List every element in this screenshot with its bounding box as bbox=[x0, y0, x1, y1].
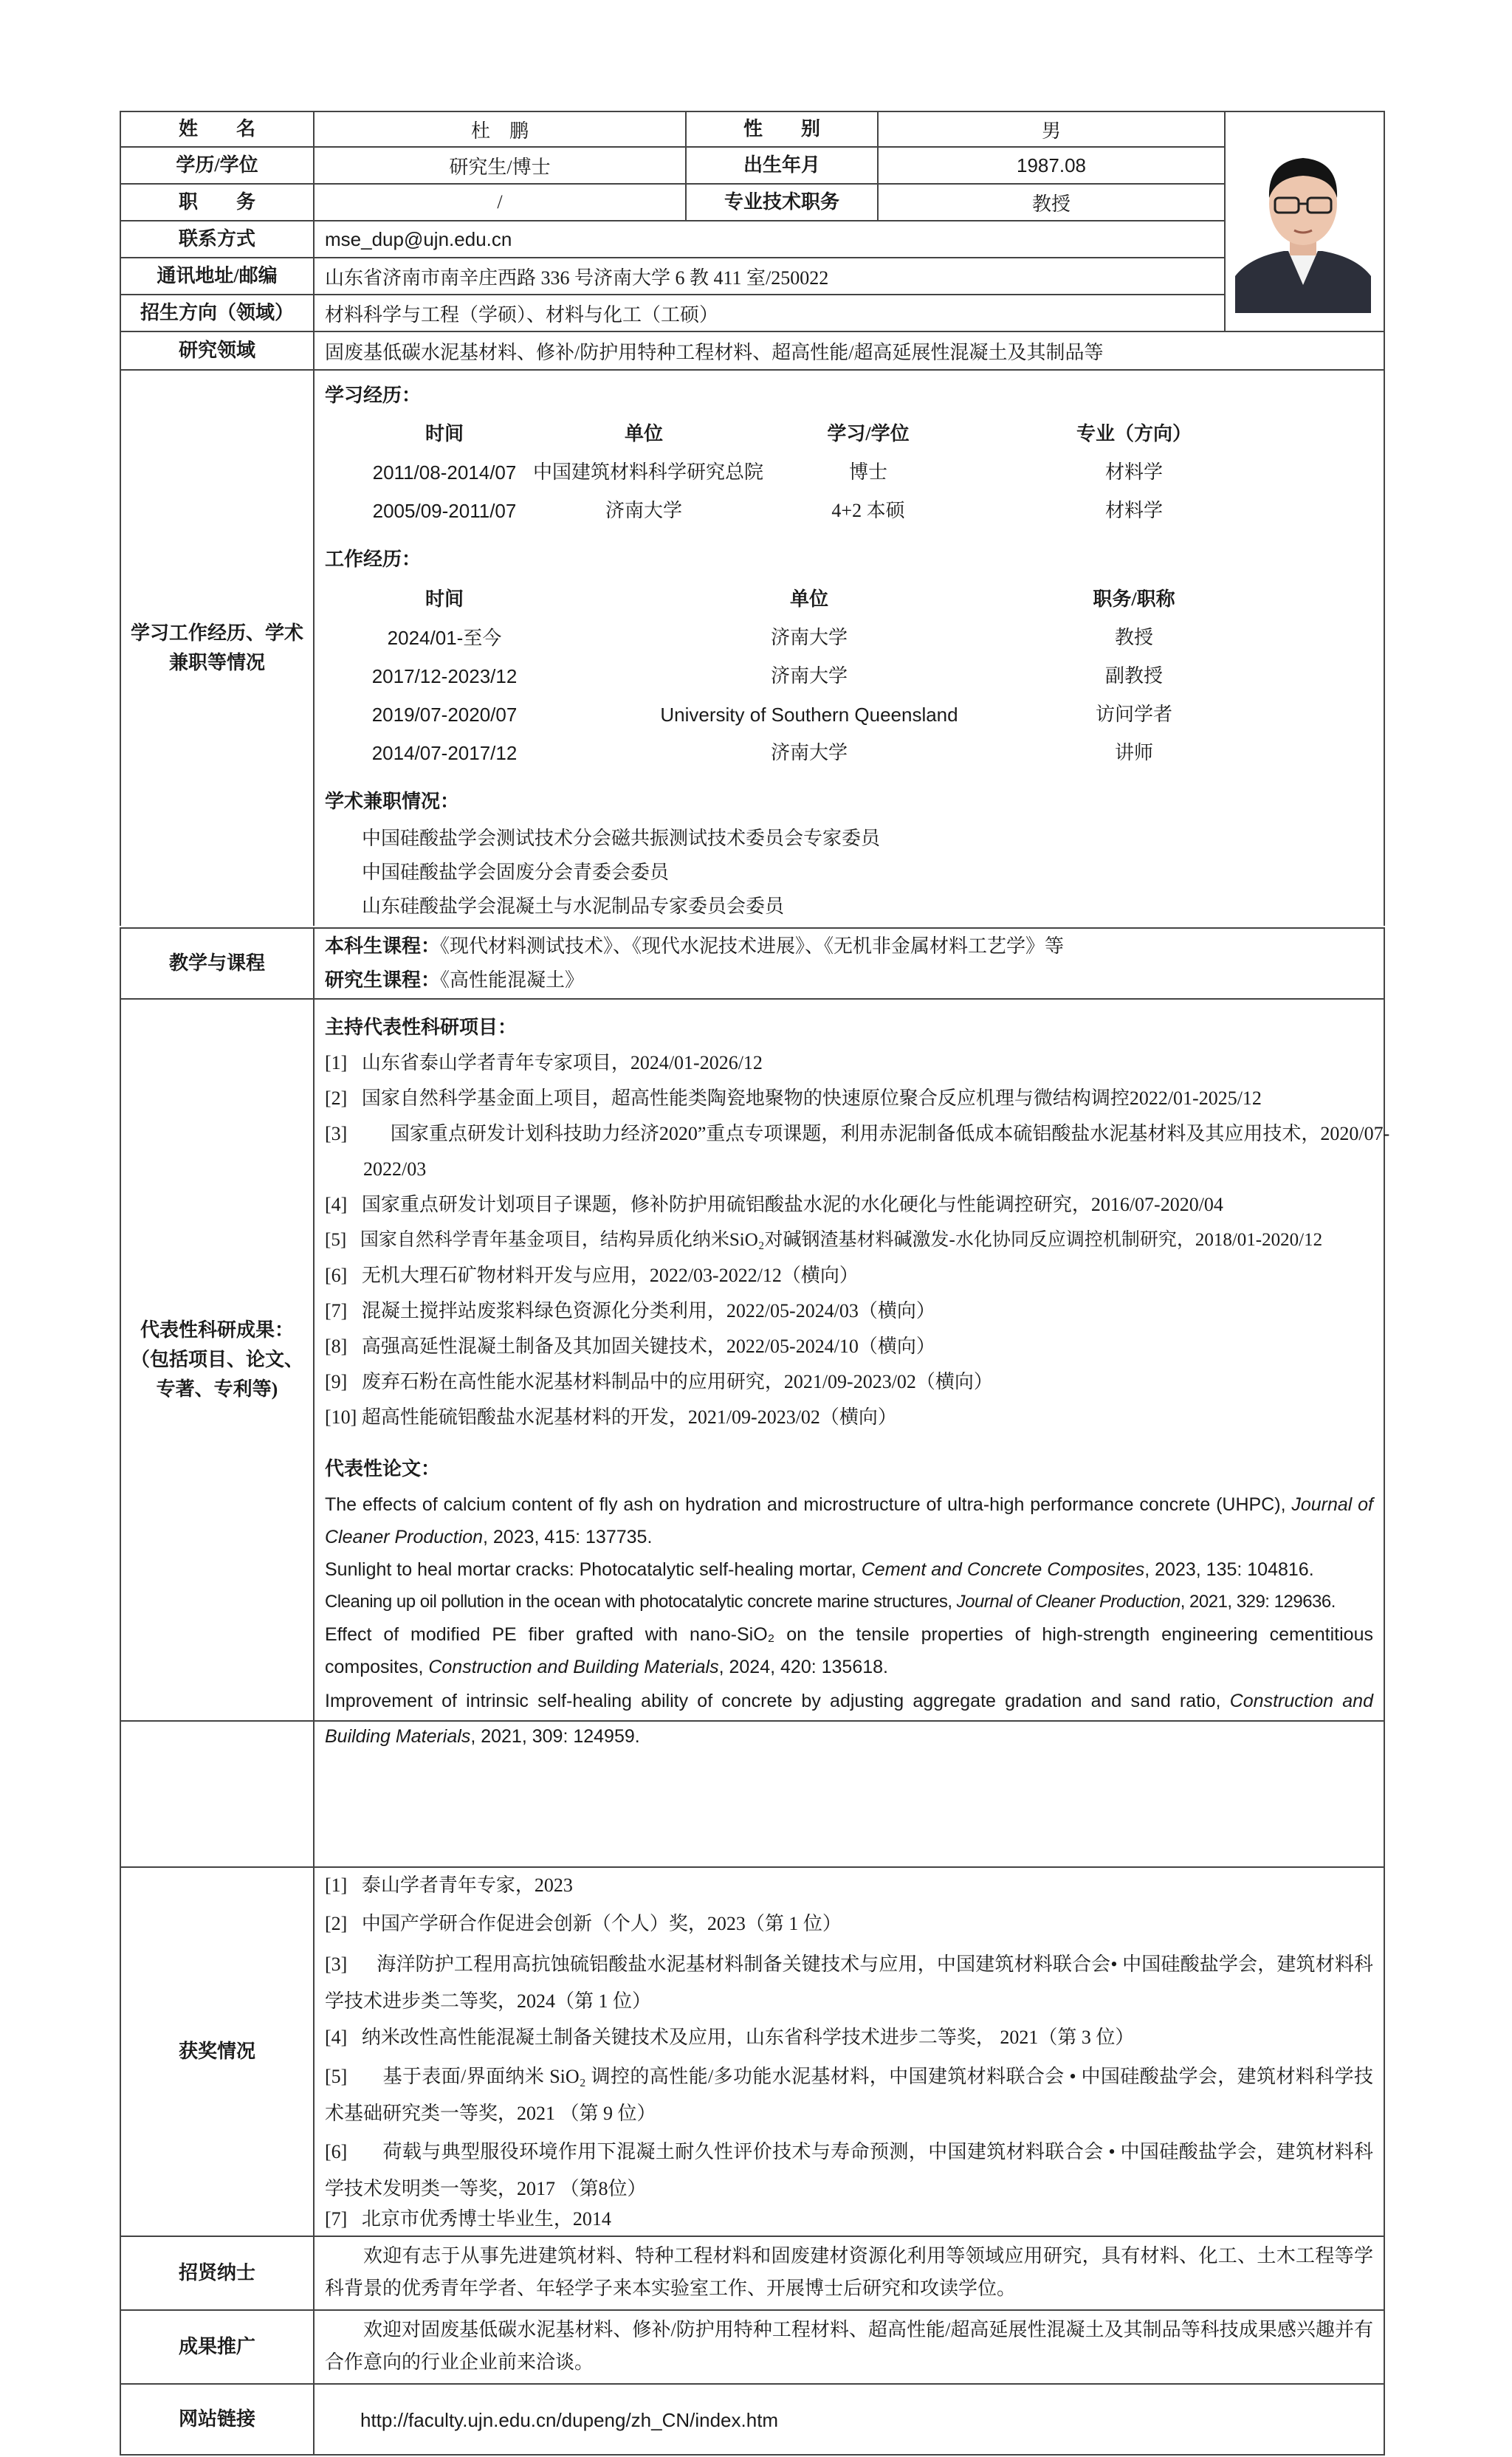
work-row1-position: 教授 bbox=[1114, 627, 1153, 648]
experience-content bbox=[313, 371, 1385, 926]
project-10-no: [10] bbox=[325, 1406, 357, 1428]
undergrad-course bbox=[325, 932, 1064, 961]
paper-4 bbox=[325, 1618, 1373, 1683]
papers-title: 代表性论文： bbox=[325, 1458, 441, 1480]
project-3 bbox=[325, 1119, 1389, 1149]
project-4 bbox=[325, 1190, 1223, 1220]
study-row2-unit: 济南大学 bbox=[605, 500, 682, 521]
undergrad-courses: 《现代材料测试技术》、《现代水泥技术进展》、《无机非金属材料工艺学》等 bbox=[440, 935, 1065, 957]
project-8-text: 高强高延性混凝土制备及其加固关键技术，2022/05-2024/10（横向） bbox=[361, 1336, 935, 1357]
paper-2 bbox=[325, 1553, 1373, 1586]
promotion-text: 欢迎对固废基低碳水泥基材料、修补/防护用特种工程材料、超高性能/超高延展性混凝土及其制品等科技成果感兴趣并有合作意向的行业企业前来洽谈。 bbox=[325, 2319, 1373, 2373]
project-5-no: [5] bbox=[325, 1230, 347, 1250]
gender-value: 男 bbox=[877, 111, 1226, 148]
award-6-text: 荷载与典型服役环境作用下混凝土耐久性评价技术与寿命预测，中国建筑材料联合会 • 中国硅酸盐学会，建筑材料科学技术发明类一等奖，2017 （第8位） bbox=[325, 2141, 1374, 2199]
paper-2-ref: , 2023, 135: 104816. bbox=[1144, 1559, 1314, 1580]
paper-2-text: Sunlight to heal mortar cracks: Photocatalytic self-healing mortar, bbox=[325, 1559, 862, 1580]
title-label: 专业技术职务 bbox=[685, 185, 877, 221]
grad-course bbox=[325, 966, 584, 995]
project-4-no: [4] bbox=[325, 1194, 348, 1215]
website-content bbox=[313, 2385, 1385, 2456]
project-2 bbox=[325, 1084, 1262, 1113]
academic-title: 学术兼职情况： bbox=[325, 791, 460, 812]
paper-3-text: Cleaning up oil pollution in the ocean with photocatalytic concrete marine structures, bbox=[325, 1592, 957, 1612]
achievements-label-line2: （包括项目、论文、 bbox=[130, 1349, 303, 1370]
work-row3-unit: University of Southern Queensland bbox=[660, 704, 958, 726]
achievements-label-line1: 代表性科研成果： bbox=[140, 1319, 294, 1341]
teaching-label: 教学与课程 bbox=[120, 927, 313, 1000]
project-6-no: [6] bbox=[325, 1265, 348, 1286]
contact-value: mse_dup@ujn.edu.cn bbox=[313, 221, 1226, 258]
contact-label: 联系方式 bbox=[120, 221, 313, 258]
name-label: 姓 名 bbox=[120, 111, 313, 148]
gender-label: 性 别 bbox=[685, 111, 877, 148]
recruit-text: 欢迎有志于从事先进建筑材料、特种工程材料和固废建材资源化利用等领域应用研究，具有材料、化工、土木工程等学科背景的优秀青年学者、年轻学子来本实验室工作、开展博士后研究和攻读学位。 bbox=[325, 2245, 1373, 2299]
award-4 bbox=[325, 2023, 1134, 2052]
award-4-text: 纳米改性高性能混凝土制备关键技术及应用，山东省科学技术进步二等奖， 2021（第 3 位） bbox=[361, 2027, 1135, 2048]
award-4-no: [4] bbox=[325, 2027, 348, 2048]
teaching-content bbox=[313, 927, 1385, 1000]
project-3-no: [3] bbox=[325, 1123, 348, 1144]
work-row4-unit: 济南大学 bbox=[770, 742, 848, 763]
paper-4-ref: , 2024, 420: 135618. bbox=[718, 1657, 888, 1677]
project-5-text: 国家自然科学青年基金项目，结构异质化纳米SiO₂对碱钢渣基材料碱激发-水化协同反应调控机制研究，2018/01-2020/12 bbox=[360, 1230, 1323, 1250]
study-title: 学习经历： bbox=[325, 385, 422, 406]
paper-4-journal: Construction and Building Materials bbox=[428, 1657, 719, 1677]
project-7 bbox=[325, 1296, 935, 1326]
project-8-no: [8] bbox=[325, 1336, 348, 1357]
achievements-label bbox=[120, 1000, 313, 1720]
title-value: 教授 bbox=[877, 185, 1226, 221]
study-header-unit: 单位 bbox=[624, 423, 663, 444]
work-row2-time: 2017/12-2023/12 bbox=[371, 665, 518, 687]
website-label: 网站链接 bbox=[120, 2385, 313, 2456]
study-row1-degree: 博士 bbox=[848, 461, 887, 483]
academic-item-3: 山东硅酸盐学会混凝土与水泥制品专家委员会委员 bbox=[362, 896, 785, 917]
project-1 bbox=[325, 1048, 763, 1078]
work-title: 工作经历： bbox=[325, 549, 422, 570]
paper-1 bbox=[325, 1488, 1373, 1553]
undergrad-label: 本科生课程： bbox=[325, 935, 441, 957]
award-2-text: 中国产学研合作促进会创新（个人）奖，2023（第 1 位） bbox=[361, 1913, 842, 1934]
award-1-text: 泰山学者青年专家，2023 bbox=[361, 1874, 573, 1896]
work-row4-time: 2014/07-2017/12 bbox=[371, 742, 518, 764]
study-row2-major: 材料学 bbox=[1104, 500, 1163, 521]
work-row1-unit: 济南大学 bbox=[770, 627, 848, 648]
grad-courses: 《高性能混凝土》 bbox=[440, 969, 585, 991]
paper-1-text: The effects of calcium content of fly ash on hydration and microstructure of ultra-high performance concrete (UHPC), bbox=[325, 1494, 1292, 1515]
award-6-no: [6] bbox=[325, 2141, 348, 2162]
award-5 bbox=[325, 2058, 1373, 2132]
blank-label-cell bbox=[120, 1720, 313, 1868]
award-1 bbox=[325, 1871, 573, 1900]
degree-value: 研究生/博士 bbox=[313, 148, 685, 185]
award-6 bbox=[325, 2134, 1373, 2207]
work-row2-unit: 济南大学 bbox=[770, 665, 848, 687]
award-5-text: 基于表面/界面纳米 SiO₂ 调控的高性能/多功能水泥基材料，中国建筑材料联合会 • 中国硅酸盐学会，建筑材料科学技术基础研究类一等奖，2021 （第 9 位） bbox=[325, 2066, 1374, 2124]
awards-label: 获奖情况 bbox=[120, 1868, 313, 2237]
experience-label bbox=[120, 371, 313, 926]
project-9 bbox=[325, 1367, 993, 1397]
award-2-no: [2] bbox=[325, 1913, 348, 1934]
post-label: 职 务 bbox=[120, 185, 313, 221]
study-row2-time: 2005/09-2011/07 bbox=[372, 500, 517, 522]
project-6 bbox=[325, 1261, 859, 1291]
name-value: 杜 鹏 bbox=[313, 111, 685, 148]
work-row4-position: 讲师 bbox=[1114, 742, 1153, 763]
project-4-text: 国家重点研发计划项目子课题，修补防护用硫铝酸盐水泥的水化硬化与性能调控研究，2016/07-2020/04 bbox=[361, 1194, 1223, 1215]
project-1-text: 山东省泰山学者青年专家项目，2024/01-2026/12 bbox=[361, 1052, 763, 1073]
paper-3-journal: Journal of Cleaner Production bbox=[956, 1592, 1181, 1612]
post-value: / bbox=[313, 185, 685, 221]
grad-label: 研究生课程： bbox=[325, 969, 441, 991]
project-7-text: 混凝土搅拌站废浆料绿色资源化分类利用，2022/05-2024/03（横向） bbox=[361, 1300, 935, 1322]
academic-item-1: 中国硅酸盐学会测试技术分会磁共振测试技术委员会专家委员 bbox=[362, 828, 881, 849]
research-value: 固废基低碳水泥基材料、修补/防护用特种工程材料、超高性能/超高延展性混凝土及其制品等 bbox=[313, 332, 1385, 371]
paper-1-journal: Journal of Cleaner Production bbox=[325, 1494, 1373, 1547]
paper-2-journal: Cement and Concrete Composites bbox=[861, 1559, 1145, 1580]
study-header-time: 时间 bbox=[425, 423, 464, 444]
promotion-label: 成果推广 bbox=[120, 2311, 313, 2385]
research-label: 研究领域 bbox=[120, 332, 313, 371]
award-7 bbox=[325, 2205, 611, 2234]
work-row3-time: 2019/07-2020/07 bbox=[371, 704, 518, 726]
recruit-content bbox=[313, 2237, 1385, 2311]
experience-label-line2: 兼职等情况 bbox=[168, 652, 265, 673]
study-row2-degree: 4+2 本硕 bbox=[831, 500, 905, 521]
paper-5-text: Improvement of intrinsic self-healing ability of concrete by adjusting aggregate gradation and sand ratio, bbox=[325, 1691, 1230, 1711]
study-row1-unit: 中国建筑材料科学研究总院 bbox=[533, 461, 764, 483]
award-5-no: [5] bbox=[325, 2066, 348, 2087]
study-row1-major: 材料学 bbox=[1104, 461, 1163, 483]
work-row2-position: 副教授 bbox=[1104, 665, 1163, 687]
degree-label: 学历/学位 bbox=[120, 148, 313, 185]
enroll-label: 招生方向（领域） bbox=[120, 295, 313, 332]
paper-3 bbox=[325, 1586, 1373, 1618]
project-3-text: 国家重点研发计划科技助力经济2020”重点专项课题，利用赤泥制备低成本硫铝酸盐水泥基材料及其应用技术，2020/07- bbox=[390, 1123, 1390, 1144]
work-row3-position: 访问学者 bbox=[1095, 704, 1172, 725]
award-3-text: 海洋防护工程用高抗蚀硫铝酸盐水泥基材料制备关键技术与应用，中国建筑材料联合会• 中国硅酸盐学会，建筑材料科学技术进步类二等奖，2024（第 1 位） bbox=[325, 1953, 1374, 2012]
promotion-content bbox=[313, 2311, 1385, 2385]
blank-content-cell bbox=[313, 1720, 1385, 1868]
awards-content bbox=[313, 1868, 1385, 2237]
paper-5-ref: , 2021, 309: 124959. bbox=[470, 1726, 640, 1747]
award-7-no: [7] bbox=[325, 2208, 348, 2230]
birth-label: 出生年月 bbox=[685, 148, 877, 185]
website-link[interactable]: http://faculty.ujn.edu.cn/dupeng/zh_CN/index.htm bbox=[360, 2409, 779, 2431]
paper-4-text: Effect of modified PE fiber grafted with nano-SiO₂ on the tensile properties of high-strength engineering cementitious composites, bbox=[325, 1624, 1373, 1677]
project-9-text: 废弃石粉在高性能水泥基材料制品中的应用研究，2021/09-2023/02（横向） bbox=[361, 1371, 993, 1392]
project-1-no: [1] bbox=[325, 1052, 348, 1073]
paper-3-ref: , 2021, 329: 129636. bbox=[1180, 1592, 1336, 1612]
recruit-label: 招贤纳士 bbox=[120, 2237, 313, 2311]
work-row1-time: 2024/01-至今 bbox=[387, 627, 502, 649]
project-9-no: [9] bbox=[325, 1371, 348, 1392]
projects-title: 主持代表性科研项目： bbox=[325, 1017, 518, 1038]
study-header-major: 专业（方向） bbox=[1076, 423, 1192, 444]
work-header-time: 时间 bbox=[425, 588, 464, 610]
project-6-text: 无机大理石矿物材料开发与应用，2022/03-2022/12（横向） bbox=[361, 1265, 859, 1286]
address-label: 通讯地址/邮编 bbox=[120, 258, 313, 295]
achievements-label-line3: 专著、专利等) bbox=[156, 1378, 278, 1400]
academic-item-2: 中国硅酸盐学会固废分会青委会委员 bbox=[362, 862, 670, 883]
paper-5-journal: Construction and Building Materials bbox=[325, 1691, 1373, 1747]
project-2-no: [2] bbox=[325, 1087, 348, 1109]
work-header-position: 职务/职称 bbox=[1093, 588, 1175, 610]
project-10 bbox=[325, 1403, 897, 1432]
award-3 bbox=[325, 1946, 1373, 2020]
award-2 bbox=[325, 1909, 842, 1939]
achievements-content bbox=[313, 1000, 1390, 1747]
project-5 bbox=[325, 1226, 1322, 1255]
address-value: 山东省济南市南辛庄西路 336 号济南大学 6 教 411 室/250022 bbox=[313, 258, 1226, 295]
experience-label-line1: 学习工作经历、学术 bbox=[130, 622, 303, 644]
award-1-no: [1] bbox=[325, 1874, 348, 1896]
project-7-no: [7] bbox=[325, 1300, 348, 1322]
award-3-no: [3] bbox=[325, 1953, 348, 1975]
paper-1-ref: , 2023, 415: 137735. bbox=[483, 1527, 653, 1547]
award-7-text: 北京市优秀博士毕业生，2014 bbox=[361, 2208, 611, 2230]
project-10-text: 超高性能硫铝酸盐水泥基材料的开发，2021/09-2023/02（横向） bbox=[361, 1406, 897, 1428]
profile-photo bbox=[1235, 139, 1371, 313]
work-header-unit: 单位 bbox=[789, 588, 828, 610]
project-8 bbox=[325, 1332, 935, 1361]
project-2-text: 国家自然科学基金面上项目，超高性能类陶瓷地聚物的快速原位聚合反应机理与微结构调控2022/01-2025/12 bbox=[361, 1087, 1262, 1109]
project-3-cont: 2022/03 bbox=[363, 1158, 427, 1180]
birth-value: 1987.08 bbox=[877, 148, 1226, 185]
enroll-value: 材料科学与工程（学硕）、材料与化工（工硕） bbox=[313, 295, 1226, 332]
study-header-degree: 学习/学位 bbox=[827, 423, 910, 444]
study-row1-time: 2011/08-2014/07 bbox=[372, 461, 517, 484]
